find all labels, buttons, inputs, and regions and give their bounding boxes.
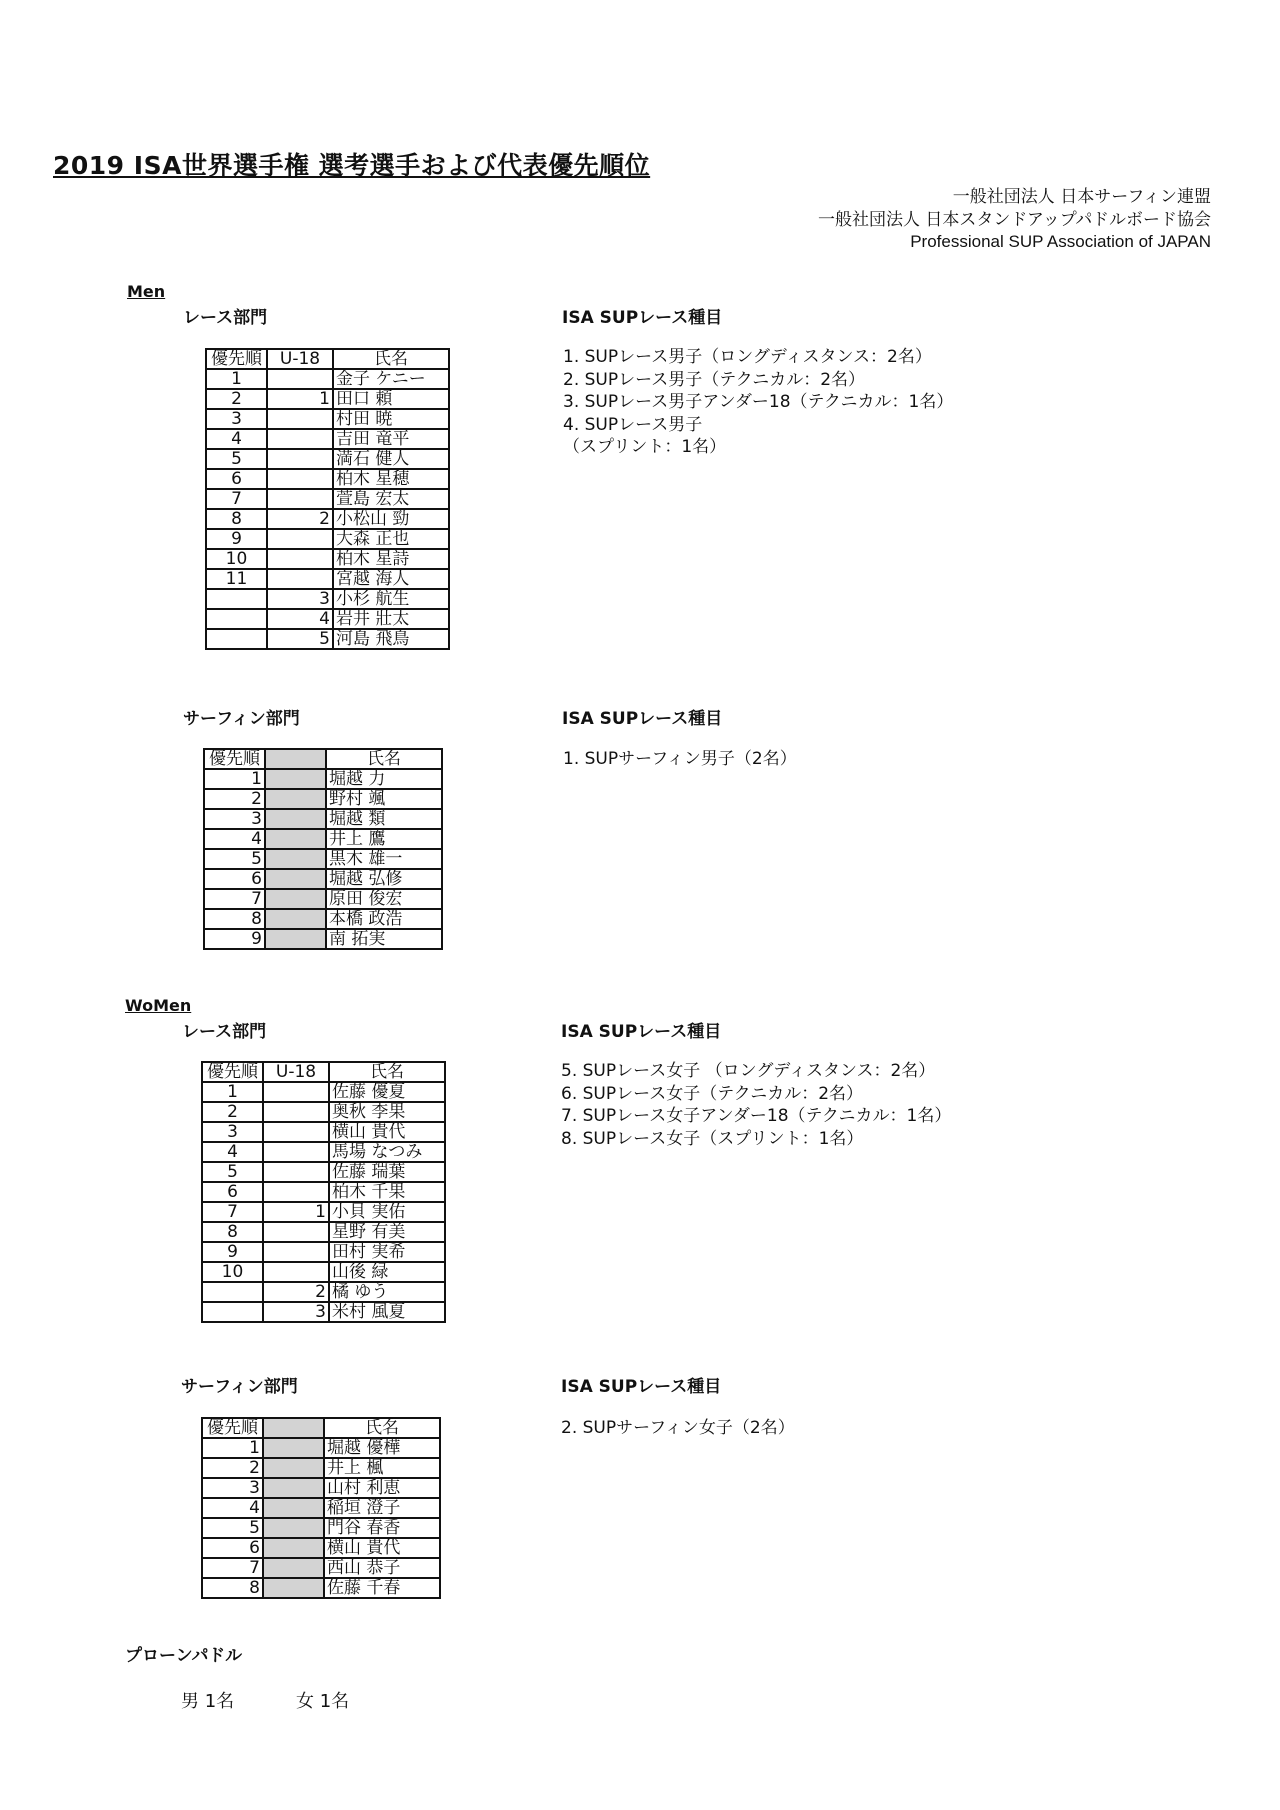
table-row [202, 1142, 445, 1162]
priority-cell: 2 [202, 1458, 263, 1478]
org-name-1: 一般社団法人 日本サーフィン連盟 [952, 187, 1211, 207]
name-cell: 柏木 星穂 [333, 469, 449, 489]
name-cell: 横山 貴代 [324, 1538, 440, 1558]
table-row [206, 429, 449, 449]
shaded-cell [265, 909, 326, 929]
name-cell: 本橋 政浩 [326, 909, 442, 929]
priority-cell [206, 609, 267, 629]
priority-cell: 6 [202, 1538, 263, 1558]
shaded-cell [263, 1418, 324, 1438]
priority-cell: 6 [206, 469, 267, 489]
table-row [206, 569, 449, 589]
name-cell: 吉田 竜平 [333, 429, 449, 449]
women-race-table [201, 1061, 446, 1323]
name-cell: 佐藤 千春 [324, 1578, 440, 1598]
event-line: 8. SUPレース女子（スプリント：1名） [561, 1128, 864, 1149]
priority-cell: 8 [202, 1578, 263, 1598]
table-row [206, 609, 449, 629]
table-row [202, 1538, 440, 1558]
u18-cell: 4 [267, 609, 333, 629]
men-label: Men [127, 282, 166, 301]
name-cell: 柏木 星詩 [333, 549, 449, 569]
table-row [206, 409, 449, 429]
name-cell: 井上 楓 [324, 1458, 440, 1478]
priority-cell: 7 [206, 489, 267, 509]
u18-cell [267, 409, 333, 429]
table-row [204, 909, 442, 929]
u18-cell: 3 [267, 589, 333, 609]
u18-cell [263, 1082, 329, 1102]
name-cell: 萱島 宏太 [333, 489, 449, 509]
priority-cell: 5 [204, 849, 265, 869]
name-cell: 星野 有美 [329, 1222, 445, 1242]
table-row [202, 1242, 445, 1262]
table-row [202, 1182, 445, 1202]
u18-cell [267, 469, 333, 489]
priority-cell: 3 [204, 809, 265, 829]
event-line: 6. SUPレース女子（テクニカル：2名） [561, 1083, 864, 1104]
shaded-cell [265, 849, 326, 869]
name-header: 氏名 [333, 349, 449, 369]
u18-cell [263, 1222, 329, 1242]
name-cell: 奥秋 李果 [329, 1102, 445, 1122]
table-row [204, 809, 442, 829]
name-cell: 山村 利恵 [324, 1478, 440, 1498]
table-row [206, 589, 449, 609]
name-cell: 馬場 なつみ [329, 1142, 445, 1162]
name-cell: 小松山 勁 [333, 509, 449, 529]
priority-cell: 4 [202, 1142, 263, 1162]
priority-cell: 6 [202, 1182, 263, 1202]
shaded-cell [263, 1458, 324, 1478]
priority-cell: 9 [204, 929, 265, 949]
name-cell: 宮越 海人 [333, 569, 449, 589]
table-row [206, 469, 449, 489]
women-surf-events [561, 1417, 795, 1440]
priority-cell: 1 [204, 769, 265, 789]
table-row [202, 1202, 445, 1222]
u18-cell [267, 369, 333, 389]
table-row [202, 1458, 440, 1478]
shaded-cell [265, 749, 326, 769]
table-header-row [202, 1418, 440, 1438]
shaded-cell [265, 809, 326, 829]
table-row [202, 1438, 440, 1458]
table-header-row [204, 749, 442, 769]
men-race-section-label: レース部門 [183, 308, 268, 328]
u18-cell [267, 489, 333, 509]
shaded-cell [263, 1478, 324, 1498]
priority-cell: 1 [206, 369, 267, 389]
event-line: 1. SUPサーフィン男子（2名） [563, 749, 797, 769]
table-row [202, 1302, 445, 1322]
women-race-isa-label: ISA SUPレース種目 [561, 1022, 722, 1042]
table-row [202, 1498, 440, 1518]
u18-cell [263, 1142, 329, 1162]
shaded-cell [263, 1518, 324, 1538]
u18-cell: 5 [267, 629, 333, 649]
priority-cell [202, 1282, 263, 1302]
priority-cell: 4 [202, 1498, 263, 1518]
name-cell: 金子 ケニー [333, 369, 449, 389]
prone-paddle-label: プローンパドル [125, 1646, 243, 1666]
name-cell: 橘 ゆう [329, 1282, 445, 1302]
name-cell: 田村 実希 [329, 1242, 445, 1262]
priority-cell [206, 589, 267, 609]
table-row [206, 549, 449, 569]
name-cell: 米村 風夏 [329, 1302, 445, 1322]
name-cell: 佐藤 優夏 [329, 1082, 445, 1102]
prone-paddle-men: 男 1名 [181, 1691, 235, 1712]
event-line: 1. SUPレース男子（ロングディスタンス：2名） [563, 347, 932, 367]
shaded-cell [263, 1558, 324, 1578]
u18-cell [267, 529, 333, 549]
table-row [202, 1558, 440, 1578]
name-cell: 岩井 壯太 [333, 609, 449, 629]
women-race-events [561, 1060, 951, 1150]
shaded-cell [265, 769, 326, 789]
priority-cell: 11 [206, 569, 267, 589]
priority-cell: 2 [202, 1102, 263, 1122]
name-header: 氏名 [324, 1418, 440, 1438]
priority-cell: 10 [206, 549, 267, 569]
shaded-cell [265, 829, 326, 849]
shaded-cell [265, 929, 326, 949]
priority-cell: 5 [202, 1518, 263, 1538]
table-row [204, 789, 442, 809]
table-row [202, 1478, 440, 1498]
org-name-3: Professional SUP Association of JAPAN [910, 232, 1211, 251]
name-cell: 堀越 類 [326, 809, 442, 829]
priority-cell: 9 [206, 529, 267, 549]
priority-cell: 7 [202, 1202, 263, 1222]
table-row [202, 1082, 445, 1102]
name-cell: 満石 健人 [333, 449, 449, 469]
event-line: 2. SUPレース男子（テクニカル：2名） [563, 369, 866, 390]
shaded-cell [263, 1538, 324, 1558]
priority-cell: 4 [206, 429, 267, 449]
prone-paddle-women: 女 1名 [296, 1691, 350, 1712]
table-row [204, 869, 442, 889]
u18-header: U-18 [263, 1062, 329, 1082]
priority-cell: 5 [202, 1162, 263, 1182]
priority-cell: 8 [204, 909, 265, 929]
name-header: 氏名 [329, 1062, 445, 1082]
women-label: WoMen [125, 996, 192, 1015]
table-header-row [202, 1062, 445, 1082]
table-row [206, 449, 449, 469]
priority-cell: 9 [202, 1242, 263, 1262]
name-cell: 野村 颯 [326, 789, 442, 809]
u18-cell: 1 [263, 1202, 329, 1222]
priority-cell [206, 629, 267, 649]
name-cell: 小杉 航生 [333, 589, 449, 609]
name-cell: 堀越 優樺 [324, 1438, 440, 1458]
men-surf-section-label: サーフィン部門 [183, 709, 300, 729]
table-row [204, 929, 442, 949]
name-cell: 山後 緑 [329, 1262, 445, 1282]
table-row [202, 1222, 445, 1242]
page-title: 2019 ISA世界選手権 選考選手および代表優先順位 [53, 151, 651, 180]
u18-cell [267, 549, 333, 569]
name-cell: 柏木 千果 [329, 1182, 445, 1202]
event-line: 5. SUPレース女子 （ロングディスタンス：2名） [561, 1061, 936, 1081]
priority-cell: 6 [204, 869, 265, 889]
men-race-events [563, 346, 953, 459]
name-cell: 横山 貴代 [329, 1122, 445, 1142]
name-cell: 西山 恭子 [324, 1558, 440, 1578]
name-cell: 南 拓実 [326, 929, 442, 949]
event-line: 4. SUPレース男子 [563, 414, 703, 435]
name-cell: 堀越 弘修 [326, 869, 442, 889]
priority-cell: 3 [206, 409, 267, 429]
priority-cell: 10 [202, 1262, 263, 1282]
priority-cell: 2 [206, 389, 267, 409]
table-row [202, 1102, 445, 1122]
name-cell: 村田 暁 [333, 409, 449, 429]
name-cell: 大森 正也 [333, 529, 449, 549]
name-cell: 小貝 実佑 [329, 1202, 445, 1222]
shaded-cell [265, 869, 326, 889]
name-cell: 黒木 雄一 [326, 849, 442, 869]
u18-cell: 3 [263, 1302, 329, 1322]
u18-cell [267, 449, 333, 469]
u18-cell [263, 1242, 329, 1262]
priority-header: 優先順 [202, 1062, 263, 1082]
u18-cell: 1 [267, 389, 333, 409]
name-cell: 堀越 力 [326, 769, 442, 789]
u18-cell [263, 1182, 329, 1202]
table-row [204, 849, 442, 869]
table-row [202, 1518, 440, 1538]
table-row [202, 1122, 445, 1142]
org-name-2: 一般社団法人 日本スタンドアップパドルボード協会 [817, 210, 1211, 230]
men-surf-isa-label: ISA SUPレース種目 [562, 709, 723, 729]
shaded-cell [263, 1578, 324, 1598]
u18-cell [263, 1102, 329, 1122]
name-cell: 井上 鷹 [326, 829, 442, 849]
name-cell: 原田 俊宏 [326, 889, 442, 909]
women-race-section-label: レース部門 [182, 1022, 267, 1042]
priority-cell: 1 [202, 1082, 263, 1102]
u18-cell [267, 429, 333, 449]
men-race-isa-label: ISA SUPレース種目 [562, 308, 723, 328]
priority-cell: 7 [204, 889, 265, 909]
event-line: 2. SUPサーフィン女子（2名） [561, 1418, 795, 1438]
table-row [202, 1262, 445, 1282]
priority-cell: 3 [202, 1122, 263, 1142]
table-row [206, 509, 449, 529]
women-surf-table [201, 1417, 441, 1599]
men-race-table [205, 348, 450, 650]
table-row [202, 1162, 445, 1182]
women-surf-section-label: サーフィン部門 [181, 1377, 298, 1397]
priority-cell: 2 [204, 789, 265, 809]
table-row [206, 389, 449, 409]
table-row [204, 829, 442, 849]
name-cell: 佐藤 瑞葉 [329, 1162, 445, 1182]
event-line: 3. SUPレース男子アンダー18（テクニカル：1名） [563, 392, 954, 412]
table-row [204, 769, 442, 789]
u18-cell [263, 1262, 329, 1282]
men-surf-events [563, 748, 797, 771]
priority-cell: 7 [202, 1558, 263, 1578]
table-header-row [206, 349, 449, 369]
table-row [206, 489, 449, 509]
u18-header: U-18 [267, 349, 333, 369]
name-cell: 田口 頼 [333, 389, 449, 409]
shaded-cell [263, 1438, 324, 1458]
event-line: 7. SUPレース女子アンダー18（テクニカル：1名） [561, 1106, 952, 1126]
priority-cell: 8 [206, 509, 267, 529]
shaded-cell [265, 789, 326, 809]
priority-cell: 8 [202, 1222, 263, 1242]
name-cell: 河島 飛鳥 [333, 629, 449, 649]
u18-cell [263, 1122, 329, 1142]
shaded-cell [263, 1498, 324, 1518]
table-row [206, 529, 449, 549]
name-cell: 門谷 春香 [324, 1518, 440, 1538]
priority-cell [202, 1302, 263, 1322]
table-row [206, 369, 449, 389]
priority-header: 優先順 [202, 1418, 263, 1438]
table-row [204, 889, 442, 909]
event-line: （スプリント：1名） [563, 437, 727, 457]
women-surf-isa-label: ISA SUPレース種目 [561, 1377, 722, 1397]
name-header: 氏名 [326, 749, 442, 769]
table-row [202, 1282, 445, 1302]
u18-cell: 2 [267, 509, 333, 529]
u18-cell [263, 1162, 329, 1182]
priority-cell: 3 [202, 1478, 263, 1498]
priority-cell: 1 [202, 1438, 263, 1458]
shaded-cell [265, 889, 326, 909]
priority-cell: 5 [206, 449, 267, 469]
priority-cell: 4 [204, 829, 265, 849]
priority-header: 優先順 [206, 349, 267, 369]
priority-header: 優先順 [204, 749, 265, 769]
table-row [206, 629, 449, 649]
men-surf-table [203, 748, 443, 950]
name-cell: 稲垣 澄子 [324, 1498, 440, 1518]
u18-cell: 2 [263, 1282, 329, 1302]
table-row [202, 1578, 440, 1598]
u18-cell [267, 569, 333, 589]
